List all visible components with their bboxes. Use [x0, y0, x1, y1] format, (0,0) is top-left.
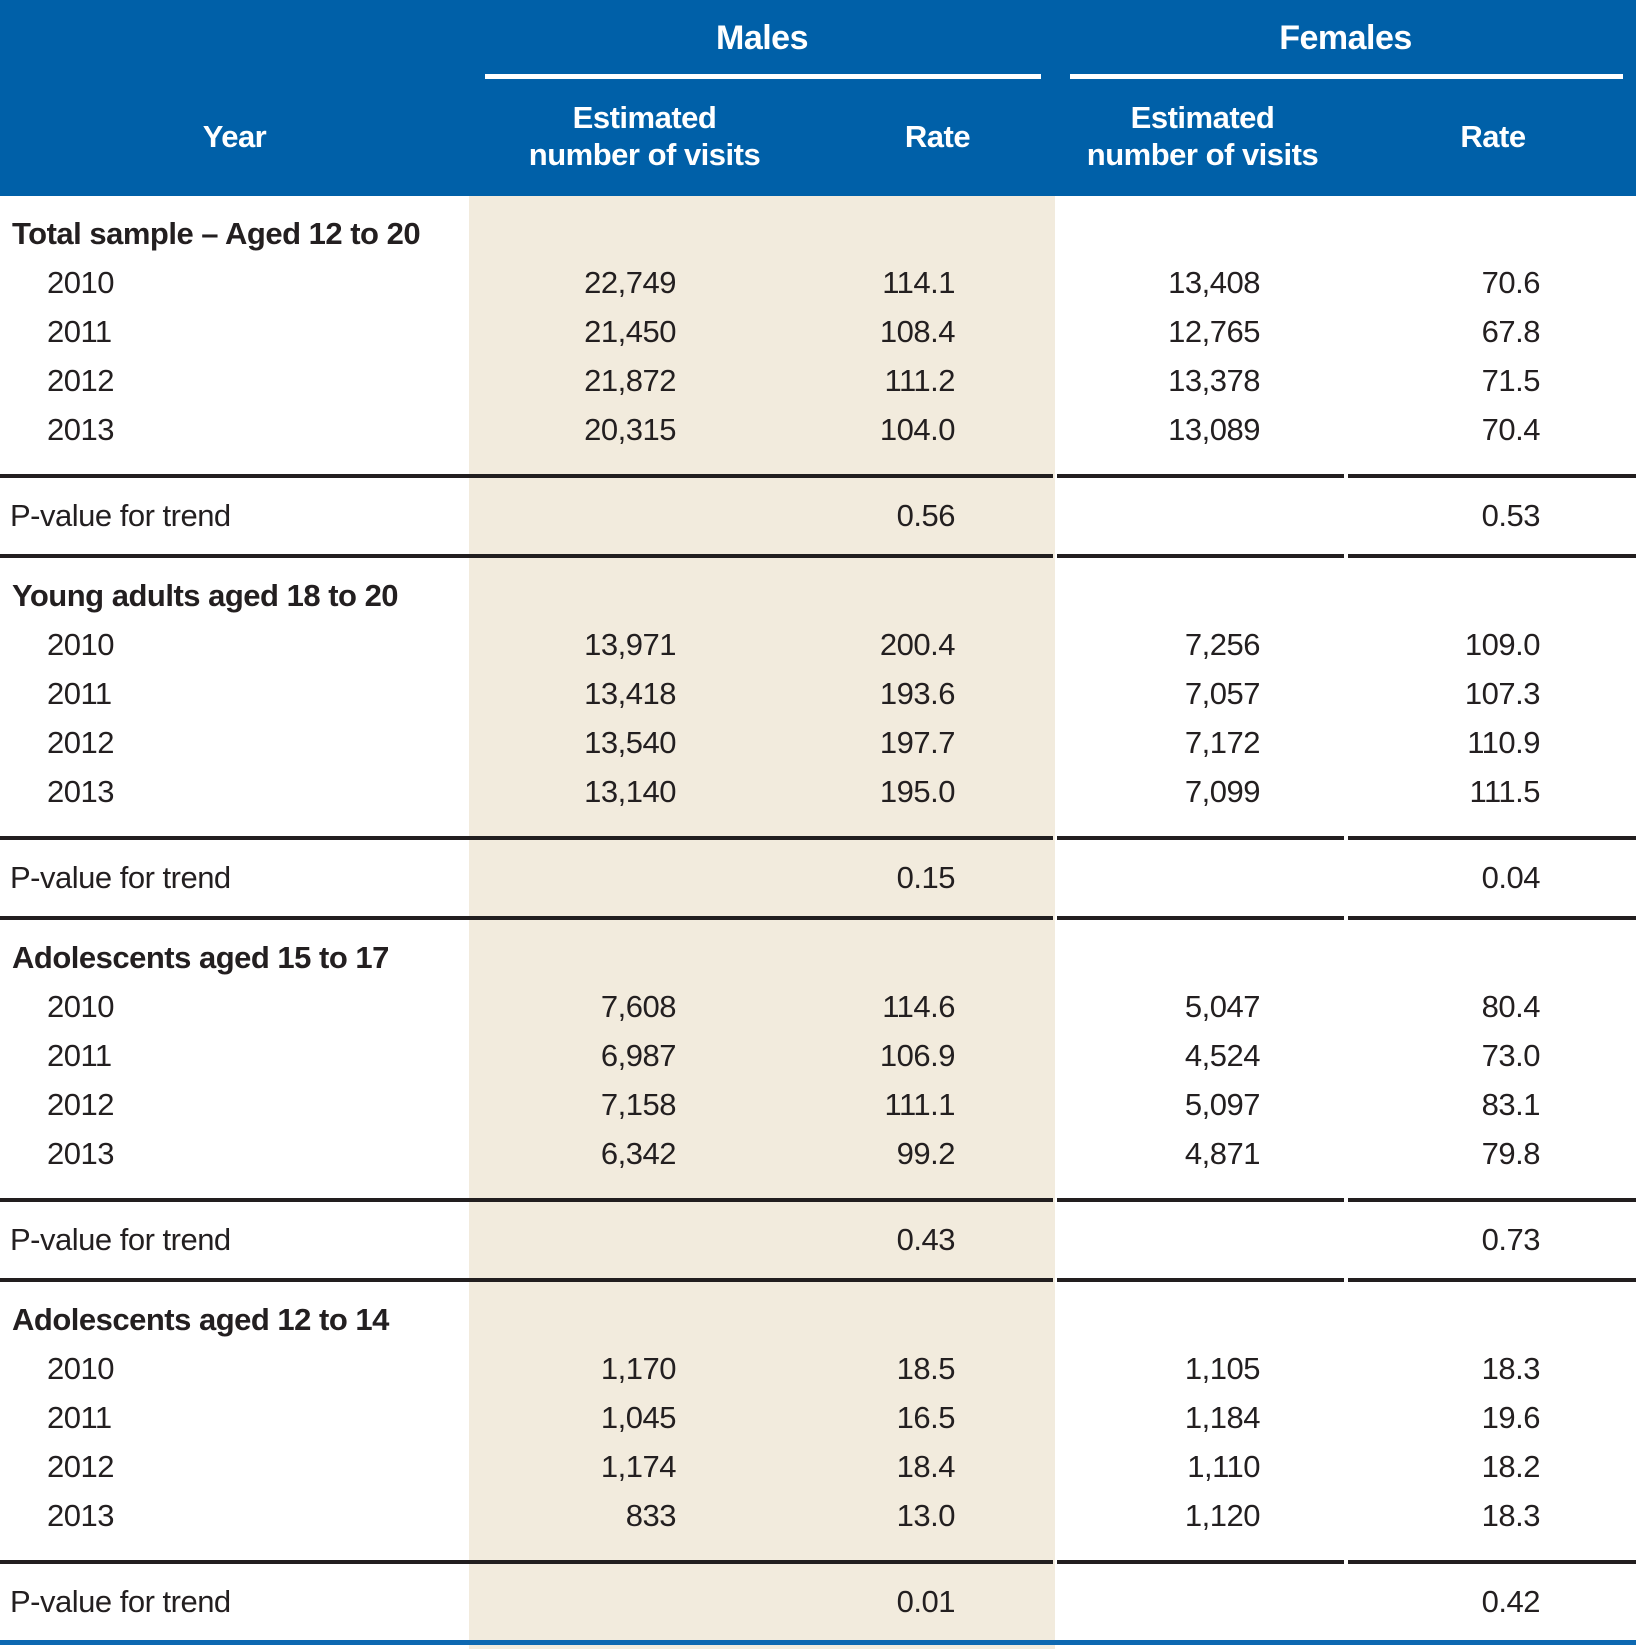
section-row	[0, 1282, 1636, 1344]
males-visits-cell: 20,315	[584, 411, 676, 447]
table-row	[0, 258, 1636, 307]
females-visits-cell: 4,871	[1184, 1135, 1260, 1171]
table-row	[0, 1080, 1636, 1129]
p-value-females: 0.42	[1481, 1584, 1540, 1619]
p-value-males: 0.01	[896, 1584, 955, 1619]
females-visits-cell: 1,110	[1187, 1448, 1260, 1484]
females-visits-header: Estimated number of visits	[1086, 100, 1319, 172]
females-group-header	[1055, 0, 1636, 76]
males-rate-cell: 106.9	[879, 1037, 955, 1073]
males-visits-cell: 13,418	[584, 675, 676, 711]
table-row	[0, 1031, 1636, 1080]
year-cell: 2010	[47, 1350, 114, 1386]
males-rate-cell: 111.1	[884, 1086, 955, 1122]
males-underline	[485, 74, 1041, 79]
year-cell: 2012	[47, 724, 114, 760]
table-row	[0, 405, 1636, 454]
males-visits-cell: 833	[625, 1497, 676, 1533]
females-rate-cell: 109.0	[1464, 626, 1540, 662]
males-visits-cell: 21,450	[584, 313, 676, 349]
p-value-row	[0, 1564, 1636, 1640]
table-header	[0, 0, 1636, 196]
males-rate-cell: 200.4	[879, 626, 955, 662]
males-group-label: Males	[716, 18, 808, 57]
females-rate-cell: 71.5	[1481, 362, 1540, 398]
females-visits-cell: 7,172	[1184, 724, 1260, 760]
males-rate-cell: 197.7	[879, 724, 955, 760]
p-value-males: 0.15	[896, 860, 955, 895]
table-row	[0, 718, 1636, 767]
males-rate-cell: 99.2	[896, 1135, 955, 1171]
males-visits-cell: 13,971	[584, 626, 676, 662]
year-cell: 2013	[47, 773, 114, 809]
females-rate-cell: 107.3	[1464, 675, 1540, 711]
females-visits-cell: 13,408	[1168, 264, 1260, 300]
section-row	[0, 920, 1636, 982]
females-rate-header: Rate	[1460, 118, 1526, 154]
p-value-females: 0.04	[1481, 860, 1540, 895]
year-cell: 2013	[47, 1135, 114, 1171]
p-value-row	[0, 840, 1636, 916]
females-rate-cell: 111.5	[1469, 773, 1540, 809]
empty-cell	[1055, 1564, 1350, 1640]
males-rate-cell: 104.0	[879, 411, 955, 447]
females-rate-cell: 18.2	[1481, 1448, 1540, 1484]
males-rate-cell: 18.5	[896, 1350, 955, 1386]
males-visits-cell: 6,342	[600, 1135, 676, 1171]
females-rate-cell: 18.3	[1481, 1497, 1540, 1533]
section-row	[0, 558, 1636, 620]
section-row	[0, 196, 1636, 258]
p-value-label: P-value for trend	[10, 860, 231, 895]
empty-cell	[1055, 478, 1350, 554]
males-group-header	[469, 0, 1055, 76]
females-visits-cell: 4,524	[1184, 1037, 1260, 1073]
empty-cell	[1055, 840, 1350, 916]
row-spacer	[0, 1178, 1636, 1198]
table-row	[0, 1491, 1636, 1540]
females-rate-cell: 83.1	[1481, 1086, 1540, 1122]
section-title: Adolescents aged 12 to 14	[12, 1302, 389, 1337]
table-row	[0, 767, 1636, 816]
table-body	[0, 196, 1636, 1645]
males-visits-header: Estimated number of visits	[528, 100, 761, 172]
females-rate-cell: 110.9	[1467, 724, 1540, 760]
year-cell: 2011	[47, 1037, 112, 1073]
males-rate-cell: 114.1	[882, 264, 955, 300]
section-title: Adolescents aged 15 to 17	[12, 940, 389, 975]
empty-cell	[469, 1202, 820, 1278]
year-cell: 2012	[47, 1448, 114, 1484]
table-row	[0, 307, 1636, 356]
females-group-label: Females	[1279, 18, 1412, 57]
males-rate-cell: 16.5	[896, 1399, 955, 1435]
p-value-label: P-value for trend	[10, 1222, 231, 1257]
males-visits-cell: 7,158	[600, 1086, 676, 1122]
females-visits-cell: 7,099	[1184, 773, 1260, 809]
females-visits-cell: 7,057	[1184, 675, 1260, 711]
females-rate-cell: 73.0	[1481, 1037, 1540, 1073]
males-rate-cell: 114.6	[882, 988, 955, 1024]
males-visits-cell: 1,045	[600, 1399, 676, 1435]
empty-cell	[469, 478, 820, 554]
females-visits-cell: 7,256	[1184, 626, 1260, 662]
year-cell: 2011	[47, 313, 112, 349]
table-row	[0, 620, 1636, 669]
table-row	[0, 1344, 1636, 1393]
females-rate-cell: 70.6	[1481, 264, 1540, 300]
females-underline	[1070, 74, 1623, 79]
males-rate-cell: 18.4	[896, 1448, 955, 1484]
males-visits-cell: 7,608	[600, 988, 676, 1024]
table-row	[0, 1129, 1636, 1178]
year-cell: 2010	[47, 264, 114, 300]
year-cell: 2010	[47, 988, 114, 1024]
table-row	[0, 1393, 1636, 1442]
males-rate-cell: 193.6	[879, 675, 955, 711]
empty-cell	[469, 840, 820, 916]
females-visits-cell: 12,765	[1168, 313, 1260, 349]
bottom-rule	[0, 1640, 1636, 1645]
males-rate-cell: 111.2	[884, 362, 955, 398]
row-spacer	[0, 1540, 1636, 1560]
p-value-females: 0.53	[1481, 498, 1540, 533]
males-visits-cell: 22,749	[584, 264, 676, 300]
table-row	[0, 1442, 1636, 1491]
males-rate-cell: 13.0	[896, 1497, 955, 1533]
males-visits-cell: 1,170	[600, 1350, 676, 1386]
table-row	[0, 669, 1636, 718]
p-value-row	[0, 478, 1636, 554]
empty-cell	[1055, 1202, 1350, 1278]
p-value-males: 0.43	[896, 1222, 955, 1257]
males-visits-cell: 6,987	[600, 1037, 676, 1073]
empty-cell	[469, 1564, 820, 1640]
females-rate-cell: 79.8	[1481, 1135, 1540, 1171]
year-cell: 2013	[47, 411, 114, 447]
males-rate-header: Rate	[904, 118, 971, 154]
section-title: Young adults aged 18 to 20	[12, 578, 399, 613]
year-cell: 2013	[47, 1497, 114, 1533]
year-cell: 2010	[47, 626, 114, 662]
males-rate-cell: 108.4	[879, 313, 955, 349]
p-value-males: 0.56	[896, 498, 955, 533]
females-visits-cell: 1,120	[1184, 1497, 1260, 1533]
table-row	[0, 356, 1636, 405]
females-visits-cell: 13,089	[1168, 411, 1260, 447]
males-visits-cell: 13,540	[584, 724, 676, 760]
males-visits-cell: 21,872	[584, 362, 676, 398]
females-rate-cell: 67.8	[1481, 313, 1540, 349]
p-value-label: P-value for trend	[10, 498, 231, 533]
year-cell: 2011	[47, 1399, 112, 1435]
females-visits-cell: 1,105	[1184, 1350, 1260, 1386]
year-column-header: Year	[202, 118, 267, 154]
females-rate-cell: 80.4	[1481, 988, 1540, 1024]
table-row	[0, 982, 1636, 1031]
row-spacer	[0, 816, 1636, 836]
row-spacer	[0, 454, 1636, 474]
females-visits-cell: 1,184	[1184, 1399, 1260, 1435]
males-rate-cell: 195.0	[879, 773, 955, 809]
females-rate-cell: 19.6	[1481, 1399, 1540, 1435]
p-value-row	[0, 1202, 1636, 1278]
section-title: Total sample – Aged 12 to 20	[12, 216, 421, 251]
females-visits-cell: 5,097	[1184, 1086, 1260, 1122]
females-rate-cell: 18.3	[1481, 1350, 1540, 1386]
females-rate-cell: 70.4	[1481, 411, 1540, 447]
males-visits-cell: 1,174	[600, 1448, 676, 1484]
p-value-females: 0.73	[1481, 1222, 1540, 1257]
p-value-label: P-value for trend	[10, 1584, 231, 1619]
females-visits-cell: 13,378	[1168, 362, 1260, 398]
year-cell: 2012	[47, 362, 114, 398]
females-visits-cell: 5,047	[1184, 988, 1260, 1024]
males-visits-cell: 13,140	[584, 773, 676, 809]
year-cell: 2012	[47, 1086, 114, 1122]
year-cell: 2011	[47, 675, 112, 711]
